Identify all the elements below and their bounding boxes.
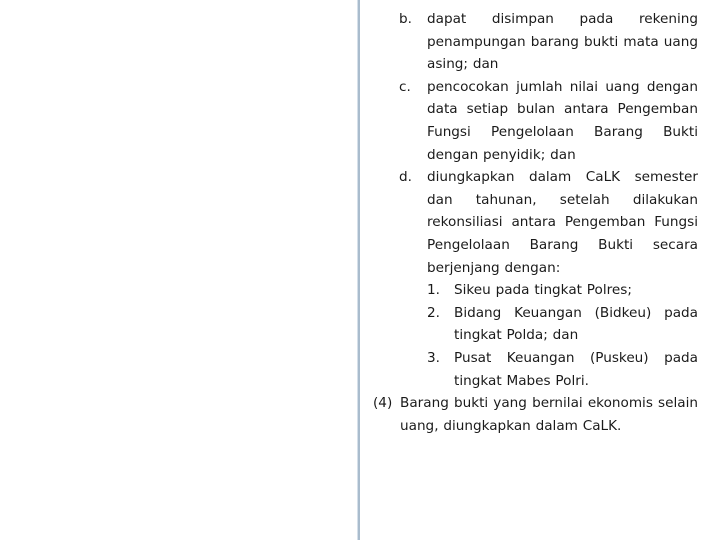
list-marker: d. [399,169,412,186]
list-item-d [362,166,698,279]
text-column [362,8,698,437]
list-item-text: dapat disimpan pada rekening penampungan barang bukti mata uang asing; dan [427,11,698,73]
sub-item-text: Sikeu pada tingkat Polres; [454,282,632,299]
sub-marker: 2. [427,304,440,321]
sub-item-2 [362,302,698,347]
sub-item-text: Bidang Keuangan (Bidkeu) pada tingkat Polda; dan [454,304,698,344]
sub-item-3 [362,347,698,392]
list-item-b [362,8,698,76]
sub-marker: 3. [427,349,440,366]
list-item-text: diungkapkan dalam CaLK semester dan tahunan, setelah dilakukan rekonsiliasi antara Pengemban Fungsi Pengelolaan Barang Bukti secara berjenjang dengan: [427,169,698,276]
list-item-c [362,76,698,166]
list-item-text: pencocokan jumlah nilai uang dengan data setiap bulan antara Pengemban Fungsi Pengelolaan Barang Bukti dengan penyidik; dan [427,78,698,163]
list-marker: b. [399,11,412,27]
paragraph-marker: (4) [373,395,393,412]
sub-item-text: Pusat Keuangan (Puskeu) pada tingkat Mabes Polri. [454,349,698,389]
sub-marker: 1. [427,282,440,299]
sub-item-1 [362,279,698,302]
list-marker: c. [399,78,411,95]
column-divider [358,0,360,540]
paragraph-text: Barang bukti yang bernilai ekonomis selain uang, diungkapkan dalam CaLK. [400,395,698,434]
paragraph-4 [362,392,698,437]
